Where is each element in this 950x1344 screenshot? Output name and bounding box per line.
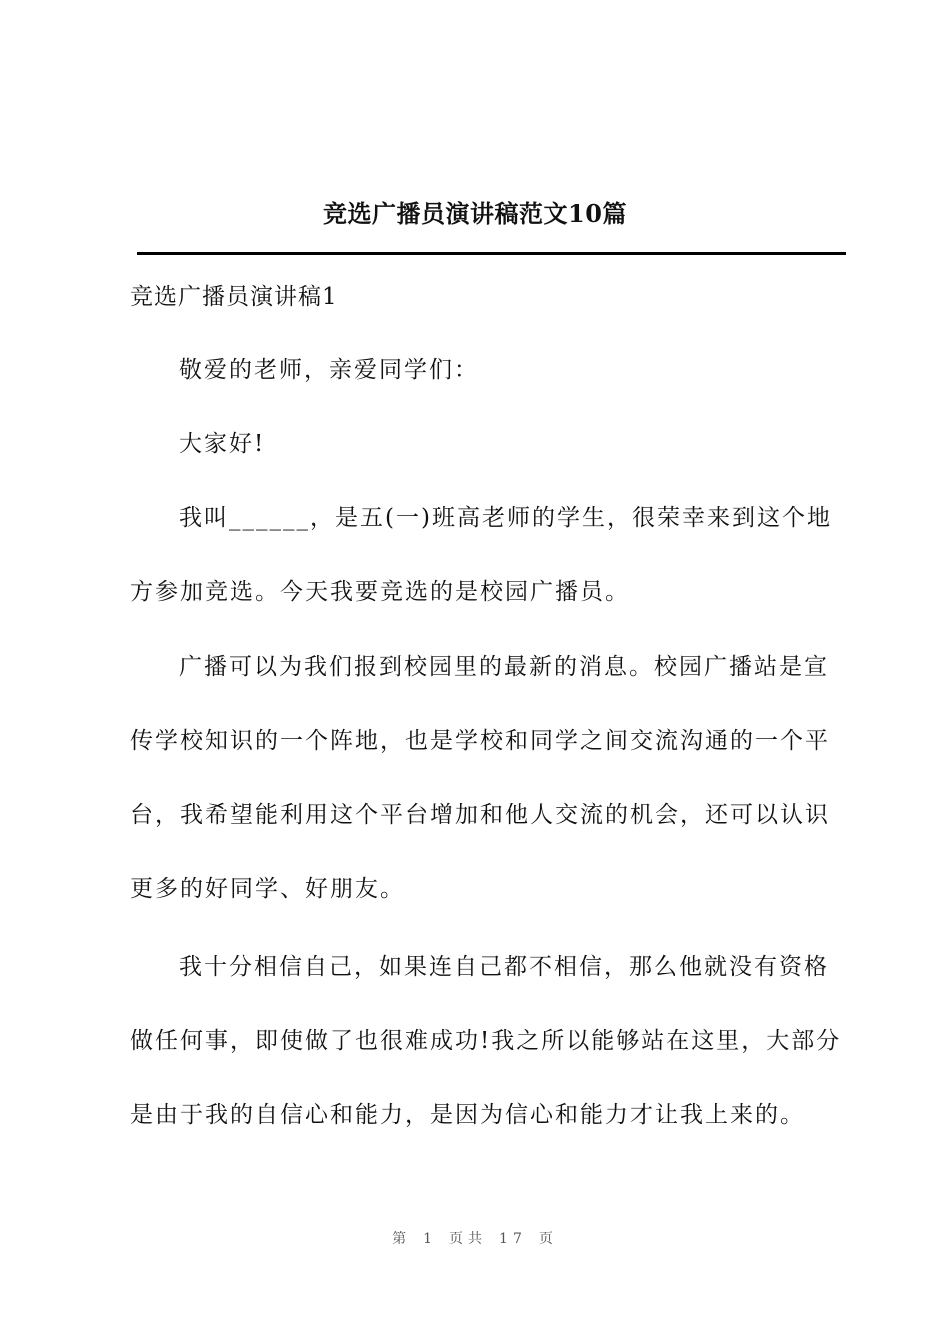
section-heading: 竞选广播员演讲稿1 (130, 284, 338, 310)
greeting-paragraph: 大家好! (179, 431, 266, 457)
page-title: 竞选广播员演讲稿范文10篇 (323, 199, 627, 228)
page-footer (0, 1228, 950, 1248)
intro-paragraph: 我叫______，是五(一)班高老师的学生，很荣幸来到这个地方参加竞选。今天我要竞选的是校园广播员。 (130, 505, 832, 605)
footer-page-prefix: 第 (392, 1231, 412, 1247)
confidence-paragraph: 我十分相信自己，如果连自己都不相信，那么他就没有资格做任何事，即使做了也很难成功!我之所以能够站在这里，大部分是由于我的自信心和能力，是因为信心和能力才让我上来的。 (130, 954, 842, 1128)
footer-total-pages: 17 (499, 1231, 527, 1247)
footer-page-mid: 页共 (449, 1231, 488, 1247)
footer-page-number: 1 (423, 1231, 438, 1247)
footer-page-suffix: 页 (538, 1231, 558, 1247)
salutation-paragraph: 敬爱的老师，亲爱同学们： (179, 357, 479, 383)
broadcast-paragraph: 广播可以为我们报到校园里的最新的消息。校园广播站是宣传学校知识的一个阵地，也是学校和同学之间交流沟通的一个平台，我希望能利用这个平台增加和他人交流的机会，还可以认识更多的好同学、好朋友。 (130, 654, 830, 902)
title-divider (137, 252, 846, 255)
